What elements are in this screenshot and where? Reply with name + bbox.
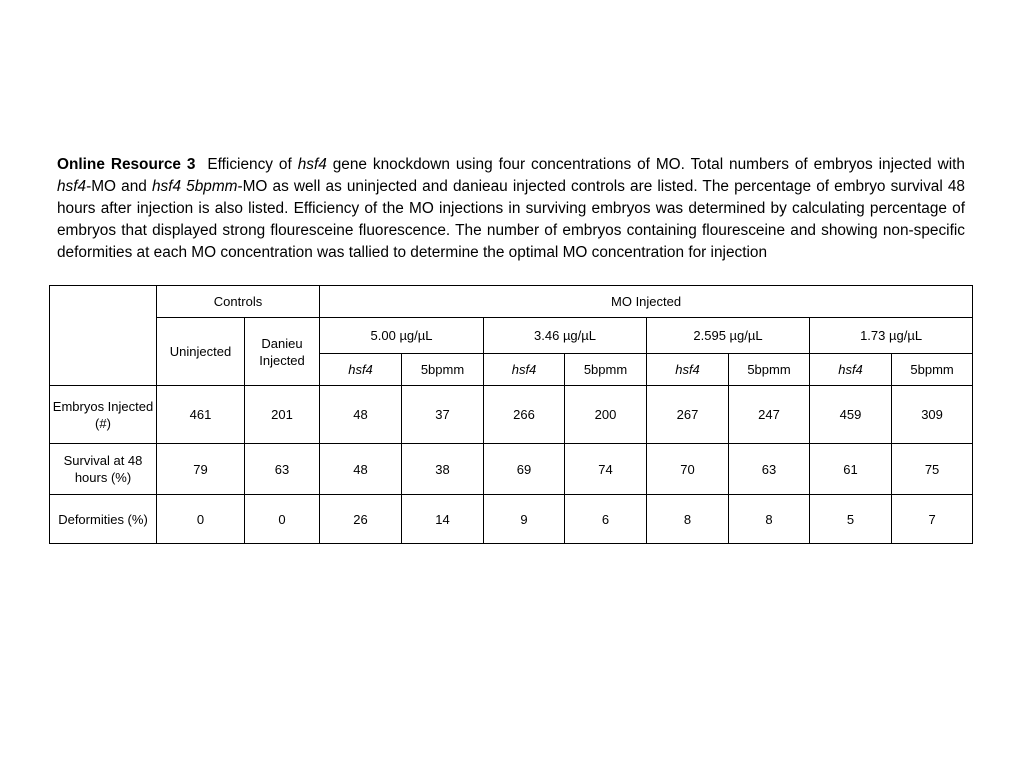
- caption-gene-name: hsf4: [57, 178, 87, 196]
- morpholino-header: 5bpmm: [892, 354, 973, 386]
- table-cell: 70: [647, 444, 729, 495]
- row-label: Deformities (%): [50, 495, 157, 544]
- table-cell: 8: [647, 495, 729, 544]
- concentration-header: 3.46 µg/µL: [484, 318, 647, 354]
- table-row: [50, 495, 973, 544]
- caption-gene-name: hsf4 5bpmm: [151, 178, 238, 196]
- morpholino-header: hsf4: [810, 354, 892, 386]
- table-cell: 309: [892, 386, 973, 444]
- morpholino-header: 5bpmm: [565, 354, 647, 386]
- row-label: Survival at 48 hours (%): [50, 444, 157, 495]
- table-row: [50, 444, 973, 495]
- controls-header: Controls: [157, 286, 320, 318]
- table-cell: 79: [157, 444, 245, 495]
- table-cell: 63: [245, 444, 320, 495]
- mo-injected-header: MO Injected: [320, 286, 973, 318]
- column-header-danieu-injected: Danieu Injected: [245, 318, 320, 386]
- table-cell: 266: [484, 386, 565, 444]
- results-table: [49, 285, 973, 544]
- morpholino-header: hsf4: [647, 354, 729, 386]
- table-row: [50, 386, 973, 444]
- group-header-row: [50, 286, 973, 318]
- concentration-header: 5.00 µg/µL: [320, 318, 484, 354]
- table-cell: 37: [402, 386, 484, 444]
- concentration-header: 2.595 µg/µL: [647, 318, 810, 354]
- blank-corner-cell: [50, 286, 157, 386]
- table-cell: 0: [157, 495, 245, 544]
- caption-text: gene knockdown using four concentrations of MO. Total numbers of embryos injected with: [326, 156, 965, 174]
- caption-title: Online Resource 3: [57, 156, 196, 174]
- table-cell: 0: [245, 495, 320, 544]
- morpholino-header: hsf4: [320, 354, 402, 386]
- table-cell: 200: [565, 386, 647, 444]
- caption-text: -MO and: [86, 178, 152, 196]
- morpholino-header: 5bpmm: [729, 354, 810, 386]
- table-cell: 48: [320, 386, 402, 444]
- row-label: Embryos Injected (#): [50, 386, 157, 444]
- table-cell: 7: [892, 495, 973, 544]
- table-cell: 69: [484, 444, 565, 495]
- table-cell: 5: [810, 495, 892, 544]
- table-cell: 63: [729, 444, 810, 495]
- table-cell: 459: [810, 386, 892, 444]
- table-cell: 26: [320, 495, 402, 544]
- table-cell: 461: [157, 386, 245, 444]
- table-cell: 48: [320, 444, 402, 495]
- caption-text: Efficiency of: [207, 156, 298, 174]
- table-cell: 8: [729, 495, 810, 544]
- table-cell: 38: [402, 444, 484, 495]
- morpholino-header: 5bpmm: [402, 354, 484, 386]
- table-cell: 14: [402, 495, 484, 544]
- table-cell: 201: [245, 386, 320, 444]
- table-cell: 267: [647, 386, 729, 444]
- morpholino-header: hsf4: [484, 354, 565, 386]
- concentration-header-row: [50, 318, 973, 354]
- caption-text: -MO as well as uninjected and danieau injected controls are listed. The percentage of embryo survival 48 hours after injection is also listed. Efficiency of the MO injections in surviving embryos was determined by calculating percentage of embryos that displayed strong flouresceine fluorescence. The number of embryos containing flouresceine and showing non-specific deformities at each MO concentration was tallied to determine the optimal MO concentration for injection: [57, 178, 965, 261]
- column-header-uninjected: Uninjected: [157, 318, 245, 386]
- table-cell: 74: [565, 444, 647, 495]
- table-cell: 6: [565, 495, 647, 544]
- table-cell: 9: [484, 495, 565, 544]
- table-cell: 75: [892, 444, 973, 495]
- concentration-header: 1.73 µg/µL: [810, 318, 973, 354]
- caption-gene-name: hsf4: [297, 156, 327, 174]
- table-cell: 61: [810, 444, 892, 495]
- figure-caption: [57, 154, 965, 263]
- table-cell: 247: [729, 386, 810, 444]
